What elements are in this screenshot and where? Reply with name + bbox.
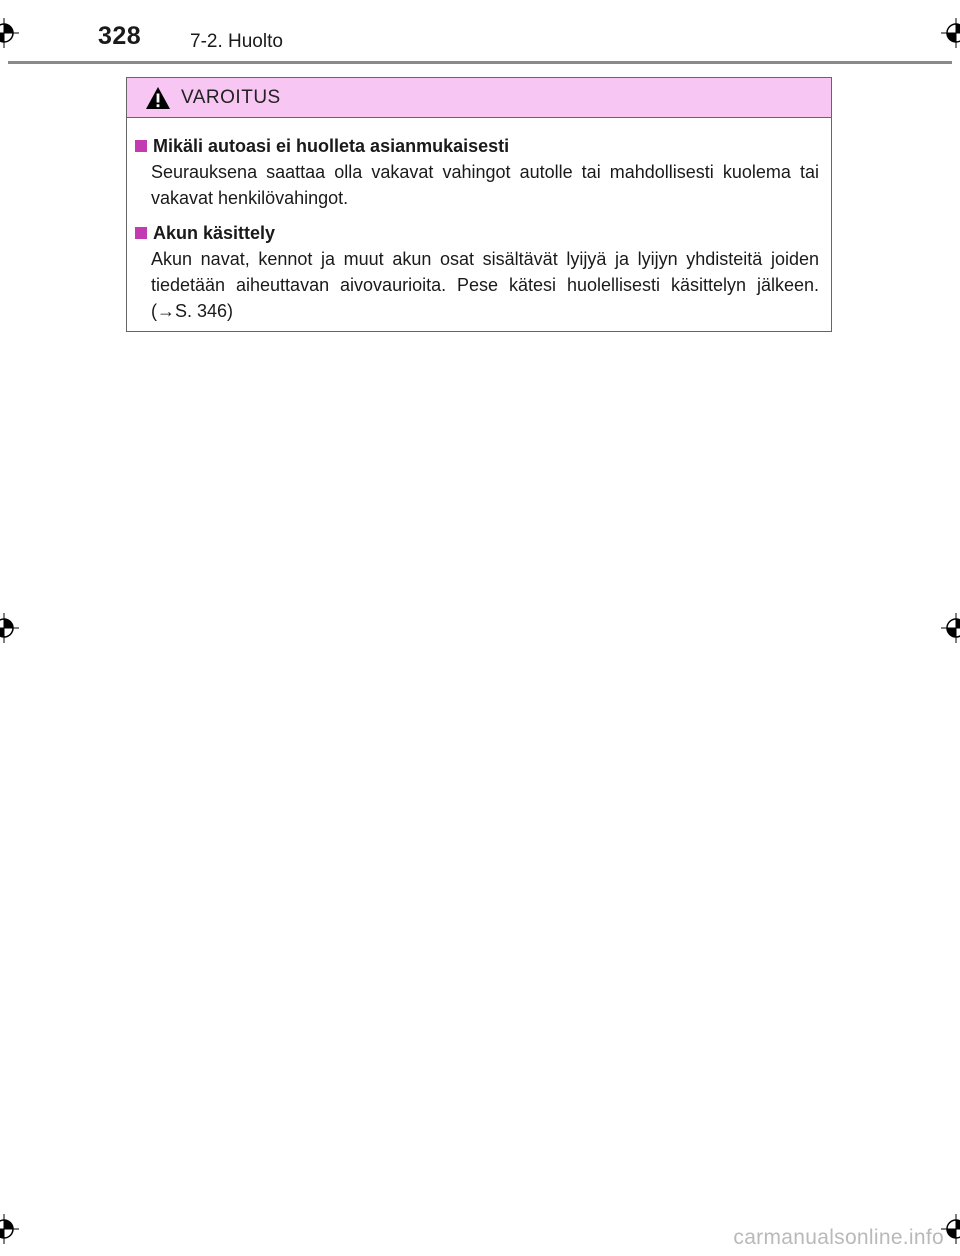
warning-item-text: Seurauksena saattaa olla vakavat vahingot autolle tai mahdollisesti kuolema tai vakavat henkilövahingot. <box>151 162 819 208</box>
warning-item-heading: Mikäli autoasi ei huolleta asianmukaisesti <box>153 136 510 156</box>
warning-header <box>127 78 831 118</box>
page-number: 328 <box>98 22 142 50</box>
registration-mark-icon <box>0 1214 19 1244</box>
registration-mark-icon <box>941 613 960 643</box>
warning-box <box>126 77 832 332</box>
warning-body <box>127 118 831 324</box>
square-bullet-icon <box>135 227 147 239</box>
warning-item <box>135 220 819 324</box>
header-divider <box>8 61 952 64</box>
registration-mark-icon <box>0 18 19 48</box>
watermark: carmanualsonline.info <box>733 1226 944 1249</box>
registration-mark-icon <box>0 613 19 643</box>
square-bullet-icon <box>135 140 147 152</box>
warning-triangle-icon <box>145 86 171 110</box>
section-title: 7-2. Huolto <box>190 31 283 52</box>
warning-item <box>135 133 819 211</box>
warning-item-text: Akun navat, kennot ja muut akun osat sisältävät lyijyä ja lyijyn yhdisteitä joiden tiedetään aiheuttavan aivovaurioita. Pese kätesi huolellisesti käsittelyn jälkeen. (→S. 346) <box>151 249 819 321</box>
registration-mark-icon <box>941 18 960 48</box>
warning-title: VAROITUS <box>181 86 281 108</box>
warning-item-heading: Akun käsittely <box>153 223 276 243</box>
